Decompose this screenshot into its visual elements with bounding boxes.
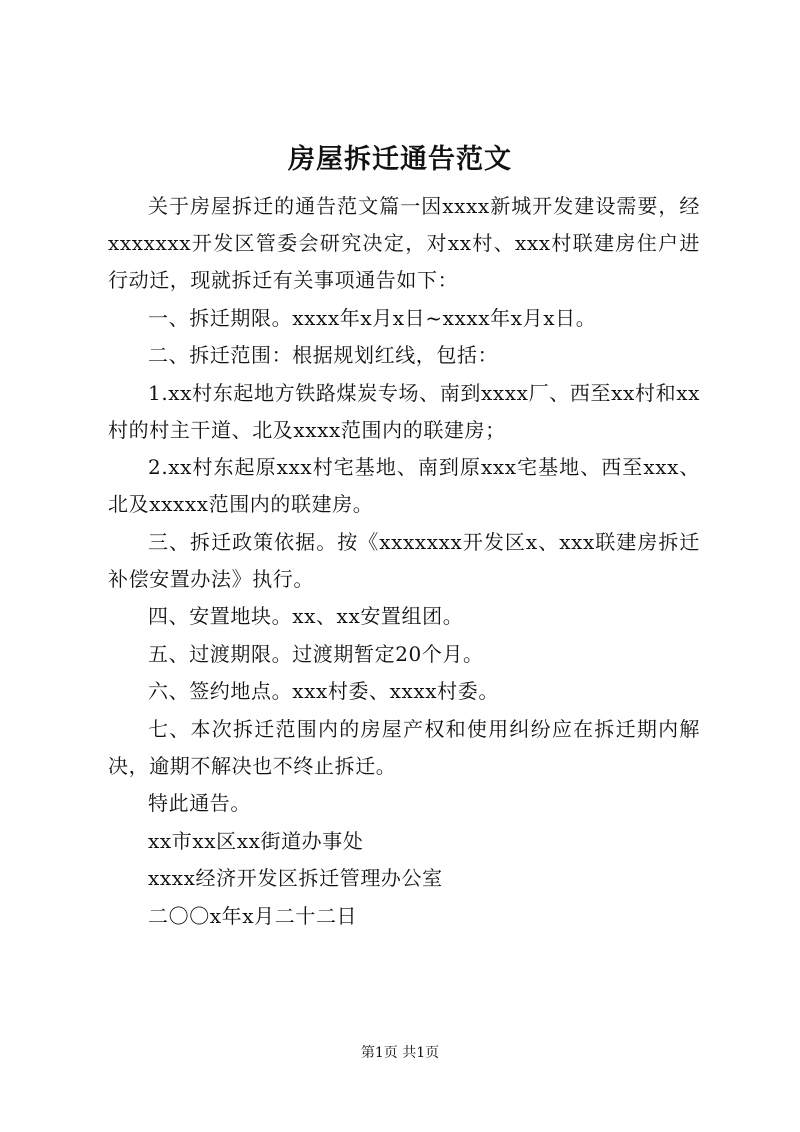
paragraph-closing: 特此通告。 — [148, 791, 251, 815]
document-body — [108, 188, 700, 935]
signature-office: xx市xx区xx街道办事处 — [148, 828, 364, 853]
paragraph-deadline: 一、拆迁期限。xxxx年x月x日~xxxx年x月x日。 — [148, 305, 597, 330]
paragraph-disputes: 七、本次拆迁范围内的房屋产权和使用纠纷应在拆迁期内解决，逾期不解决也不终止拆迁。 — [108, 716, 700, 778]
signature-department: xxxx经济开发区拆迁管理办公室 — [148, 866, 443, 890]
paragraph-resettlement: 四、安置地块。xx、xx安置组团。 — [148, 604, 464, 628]
paragraph-transition: 五、过渡期限。过渡期暂定20个月。 — [148, 641, 484, 666]
document-title: 房屋拆迁通告范文 — [288, 144, 512, 175]
paragraph-scope-item-1: 1.xx村东起地方铁路煤炭专场、南到xxxx厂、西至xx村和xx村的村主干道、北及xxxx范围内的联建房； — [108, 380, 700, 442]
paragraph-signing-place: 六、签约地点。xxx村委、xxxx村委。 — [148, 679, 499, 703]
paragraph-policy: 三、拆迁政策依据。按《xxxxxxx开发区x、xxx联建房拆迁补偿安置办法》执行。 — [108, 529, 700, 591]
page-number-footer: 第1页 共1页 — [360, 1045, 440, 1061]
signature-date: 二〇〇x年x月二十二日 — [148, 903, 358, 928]
paragraph-scope-item-2: 2.xx村东起原xxx村宅基地、南到原xxx宅基地、西至xxx、北及xxxxx范围内的联建房。 — [108, 455, 700, 516]
paragraph-intro: 关于房屋拆迁的通告范文篇一因xxxx新城开发建设需要，经xxxxxxx开发区管委会研究决定，对xx村、xxx村联建房住户进行动迁，现就拆迁有关事项通告如下： — [108, 194, 700, 292]
paragraph-scope: 二、拆迁范围：根据规划红线，包括： — [148, 343, 499, 367]
